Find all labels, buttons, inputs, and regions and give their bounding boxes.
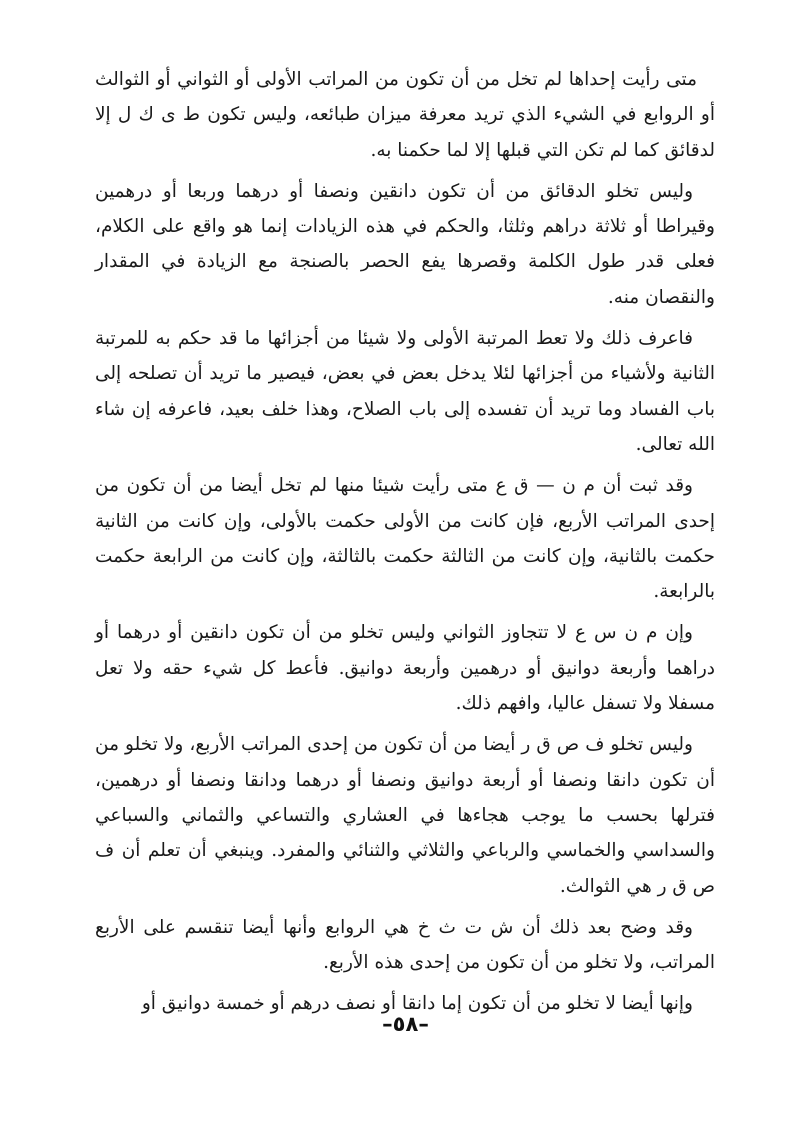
- paragraph-5: وإن م ن س ع لا تتجاوز الثواني وليس تخلو من أن تكون دانقين أو درهما أو دراهما وأربعة دوانيق أو درهمين وأربعة دوانيق. فأعط كل شيء حقه ولا تعل مسفلا ولا تسفل عاليا، وافهم ذلك.: [95, 622, 715, 715]
- paragraph-6: وليس تخلو ف ص ق ر أيضا من أن تكون من إحدى المراتب الأربع، ولا تخلو من أن تكون دانقا ونصفا أو أربعة دوانيق ونصفا أو درهما ودانقا ونصفا أو درهمين، فترلها بحسب ما يوجب هجاءها في العشاري والتساعي والثماني والسباعي والسداسي والخماسي والرباعي والثلاثي والثنائي والمفرد. وينبغي أن تعلم أن ف ص ق ر هي الثوالث.: [95, 734, 715, 897]
- paragraph-8: وإنها أيضا لا تخلو من أن تكون إما دانقا أو نصف درهم أو خمسة دوانيق أو: [141, 993, 693, 1015]
- paragraph-3: فاعرف ذلك ولا تعط المرتبة الأولى ولا شيئا من أجزائها ما قد حكم به للمرتبة الثانية ولأشياء من أجزائها لئلا يدخل بعض في بعض، فيصير ما تريد أن تصلحه إلى باب الفساد وما تريد أن تفسده إلى باب الصلاح، وهذا خلف بعيد، فاعرفه إن شاء الله تعالى.: [95, 328, 715, 455]
- document-page: [95, 62, 715, 1072]
- paragraph-7: وقد وضح بعد ذلك أن ش ت ث خ هي الروابع وأنها أيضا تنقسم على الأربع المراتب، ولا تخلو من أن تكون من إحدى هذه الأربع.: [95, 916, 715, 974]
- paragraph-4: وقد ثبت أن م ن — ق ع متى رأيت شيئا منها لم تخل أيضا من أن تكون من إحدى المراتب الأربع، فإن كانت من الأولى حكمت بالأولى، وإن كانت من الثانية حكمت بالثانية، وإن كانت من الثالثة حكمت بالثالثة، وإن كانت من الرابعة حكمت بالرابعة.: [95, 475, 715, 603]
- paragraph-1: متى رأيت إحداها لم تخل من أن تكون من المراتب الأولى أو الثواني أو الثوالث أو الروابع في الشيء الذي تريد معرفة ميزان طبائعه، وليس تكون ط ى ك ل إلا لدقائق كما لم تكن التي قبلها إلا لما حكمنا به.: [95, 69, 715, 161]
- paragraph-2: وليس تخلو الدقائق من أن تكون دانقين ونصفا أو درهما وربعا أو درهمين وقيراطا أو ثلاثة دراهم وثلثا، والحكم في هذه الزيادات إنما هو واقع على الكلام، فعلى قدر طول الكلمة وقصرها يفع الحصر بالصنجة مع الزيادة في المقدار والنقصان منه.: [95, 180, 715, 308]
- page-number: –٥٨–: [382, 1012, 429, 1036]
